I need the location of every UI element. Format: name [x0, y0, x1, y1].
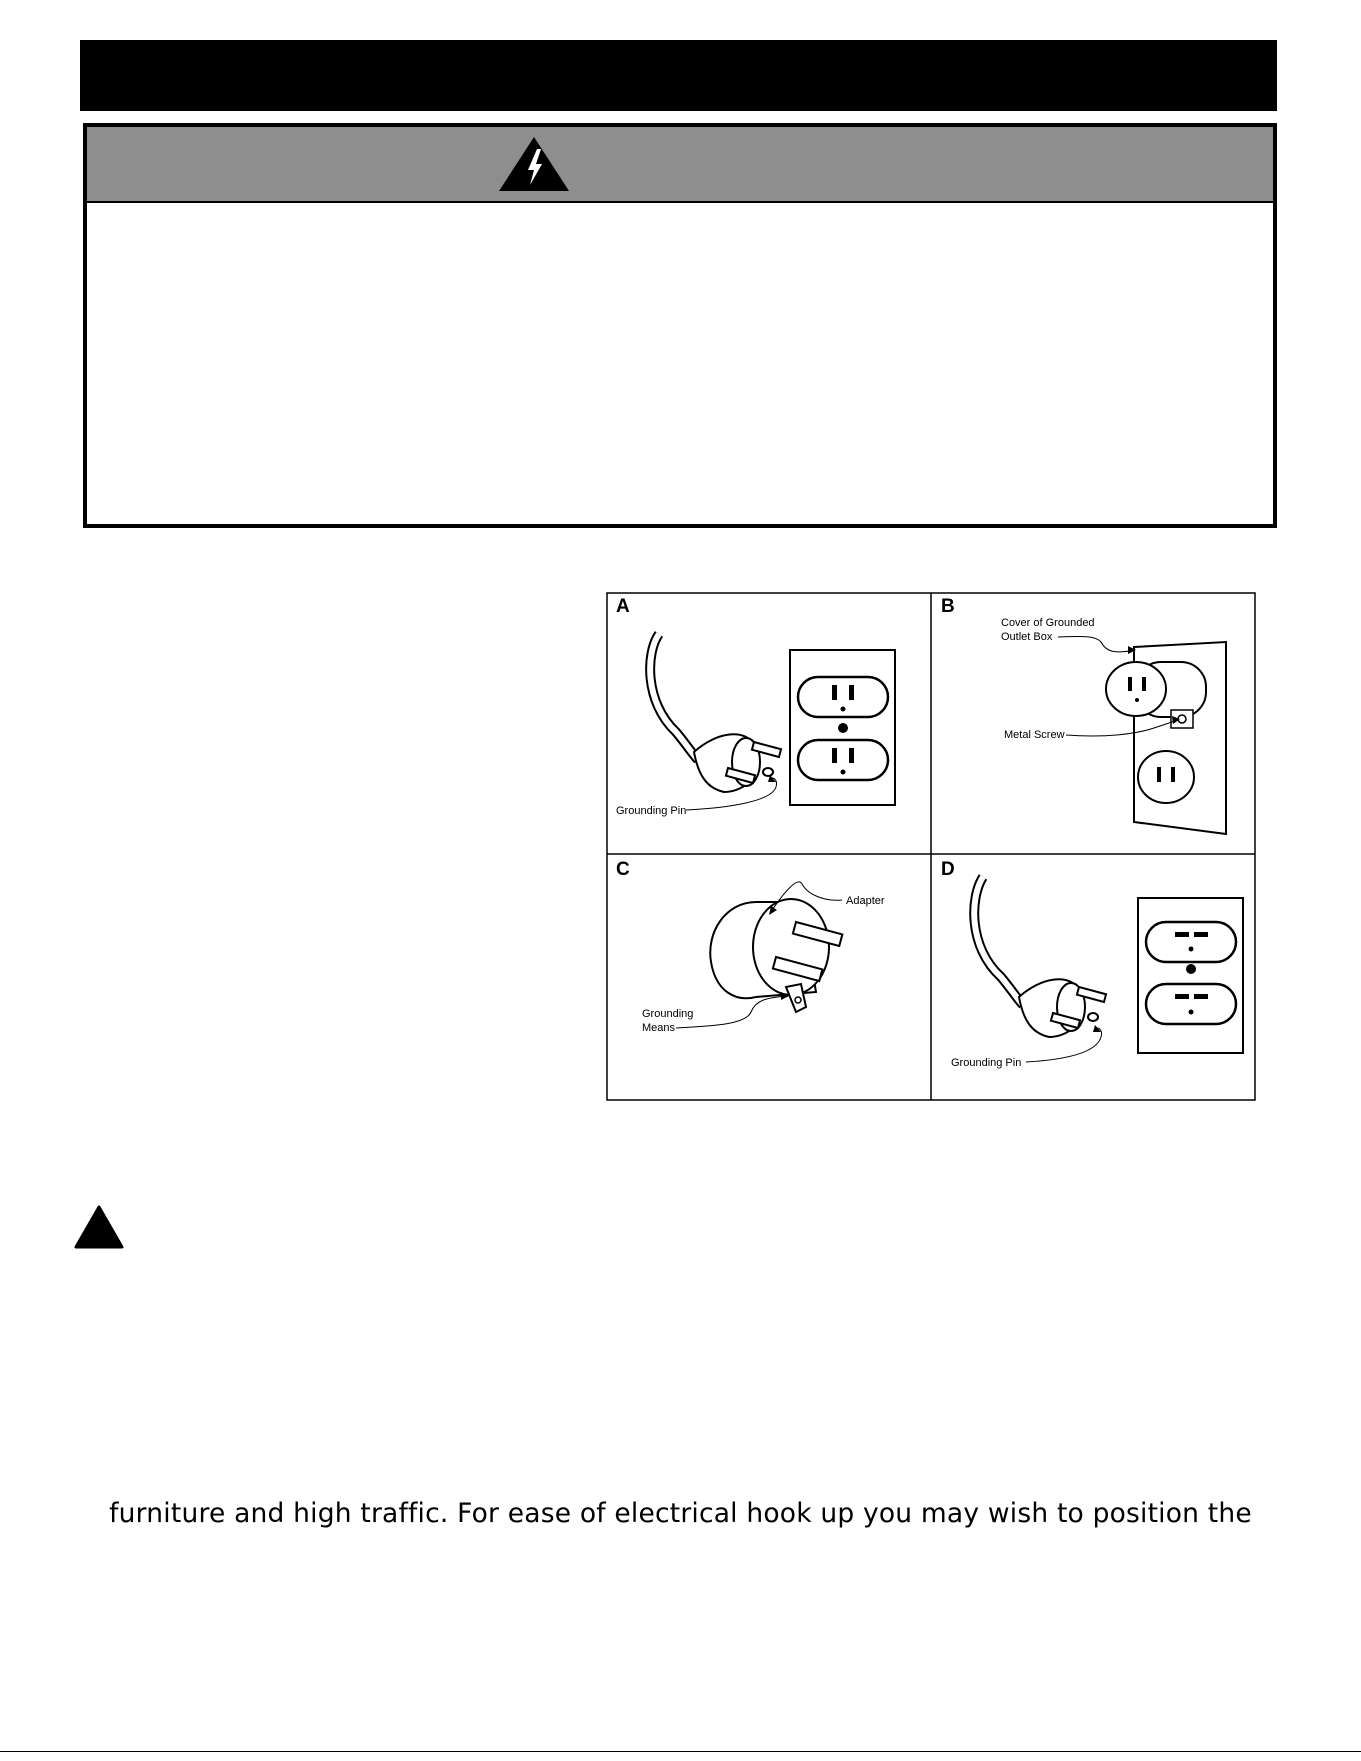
section-header-bar: [80, 40, 1277, 111]
figure-a-label: A: [616, 596, 630, 617]
caution-triangle-icon: [74, 1205, 124, 1249]
figure-c-label: C: [616, 859, 630, 880]
figure-c-callout-adapter: Adapter: [846, 895, 885, 907]
warning-box: [83, 123, 1277, 528]
figure-b-callout-cover-line1: Cover of Grounded: [1001, 617, 1095, 629]
figure-c-callout-grounding-line1: Grounding: [642, 1008, 694, 1020]
figure-b-callout-metal-screw: Metal Screw: [1004, 729, 1065, 741]
figure-a-callout-grounding-pin: Grounding Pin: [616, 805, 687, 817]
grounding-figure-grid: [606, 592, 1256, 1102]
warning-header: [87, 127, 1273, 203]
figure-d-callout-grounding-pin: Grounding Pin: [951, 1057, 1022, 1069]
electrical-shock-warning-icon: [497, 135, 571, 193]
figure-c-callout-grounding-line2: Means: [642, 1022, 676, 1034]
body-text-line: furniture and high traffic. For ease of electrical hook up you may wish to position the: [109, 1498, 1252, 1529]
figure-b-label: B: [941, 596, 955, 617]
page-bottom-rule: [0, 1751, 1361, 1752]
figure-b-callout-cover-line2: Outlet Box: [1001, 631, 1053, 643]
figure-d-label: D: [941, 859, 955, 880]
